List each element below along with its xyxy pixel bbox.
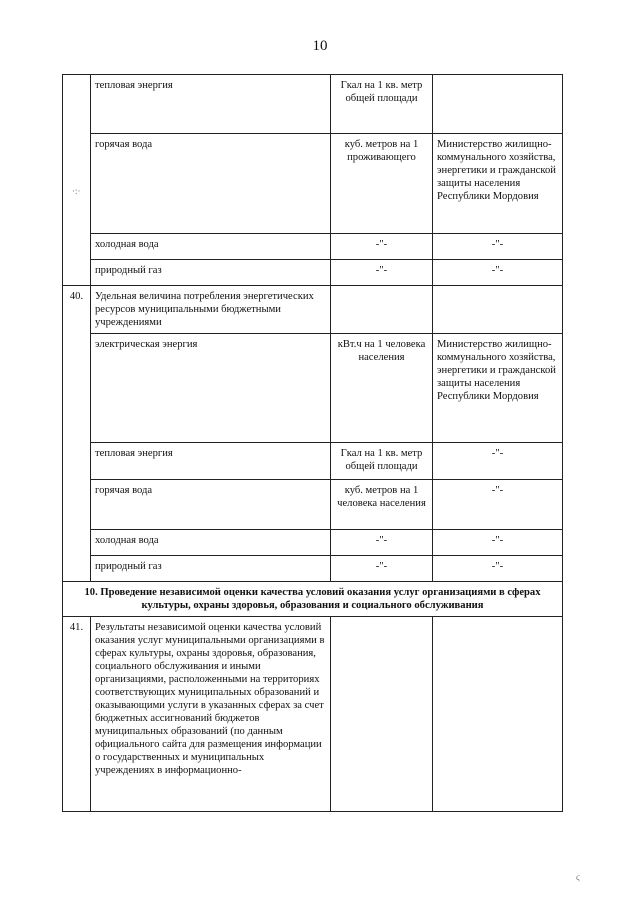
section-heading: 10. Проведение независимой оценки качества условий оказания услуг организациями в сферах культуры, охраны здоровья, образования и социального обслуживания [63,582,563,617]
number-cell: 41. [63,617,91,812]
table-row [63,260,563,286]
unit-cell: -"- [331,260,433,286]
unit-cell: кВт.ч на 1 человека населения [331,334,433,443]
table-row [63,334,563,443]
scan-speck: ·:· [72,186,81,196]
table-row [63,234,563,260]
department-cell: Министерство жилищно-коммунального хозяйства, энергетики и гражданской защиты населения Республики Мордовия [433,334,563,443]
department-cell: -"- [433,480,563,530]
unit-cell: -"- [331,234,433,260]
department-cell: -"- [433,234,563,260]
unit-cell: -"- [331,530,433,556]
scan-speck: ϛ [576,872,580,882]
unit-cell [331,286,433,334]
indicator-cell: горячая вода [91,134,331,234]
department-cell [433,75,563,134]
indicator-cell: природный газ [91,260,331,286]
table-row [63,480,563,530]
department-cell: -"- [433,443,563,480]
unit-cell: Гкал на 1 кв. метр общей площади [331,443,433,480]
unit-cell [331,617,433,812]
unit-cell: куб. метров на 1 проживающего [331,134,433,234]
department-cell: -"- [433,530,563,556]
indicator-cell: Результаты независимой оценки качества условий оказания услуг муниципальными организациями в сферах культуры, охраны здоровья, образования, социального обслуживания и иными организациями, расположенными на территориях соответствующих муниципальных образований и оказывающими услуги в указанных сферах за счет бюджетных ассигнований бюджетов муниципальных образований (по данным официального сайта для размещения информации о государственных и муниципальных учреждениях в информационно- [91,617,331,812]
unit-cell: -"- [331,556,433,582]
table-row [63,530,563,556]
table-row [63,582,563,617]
indicator-title-cell: Удельная величина потребления энергетических ресурсов муниципальными бюджетными учреждениями [91,286,331,334]
table-row [63,617,563,812]
page-number: 10 [312,38,328,54]
table-row [63,556,563,582]
unit-cell: куб. метров на 1 человека населения [331,480,433,530]
number-cell [63,75,91,286]
indicator-cell: тепловая энергия [91,443,331,480]
department-cell [433,286,563,334]
indicator-cell: электрическая энергия [91,334,331,443]
department-cell: -"- [433,556,563,582]
department-cell: Министерство жилищно-коммунального хозяйства, энергетики и гражданской защиты населения Республики Мордовия [433,134,563,234]
indicator-cell: тепловая энергия [91,75,331,134]
table-row [63,75,563,134]
indicator-cell: холодная вода [91,530,331,556]
indicator-cell: холодная вода [91,234,331,260]
unit-cell: Гкал на 1 кв. метр общей площади [331,75,433,134]
indicator-cell: природный газ [91,556,331,582]
department-cell: -"- [433,260,563,286]
number-cell: 40. [63,286,91,582]
indicator-cell: горячая вода [91,480,331,530]
department-cell [433,617,563,812]
table-row [63,134,563,234]
indicators-table [62,74,563,812]
table-row [63,286,563,334]
table-row [63,443,563,480]
